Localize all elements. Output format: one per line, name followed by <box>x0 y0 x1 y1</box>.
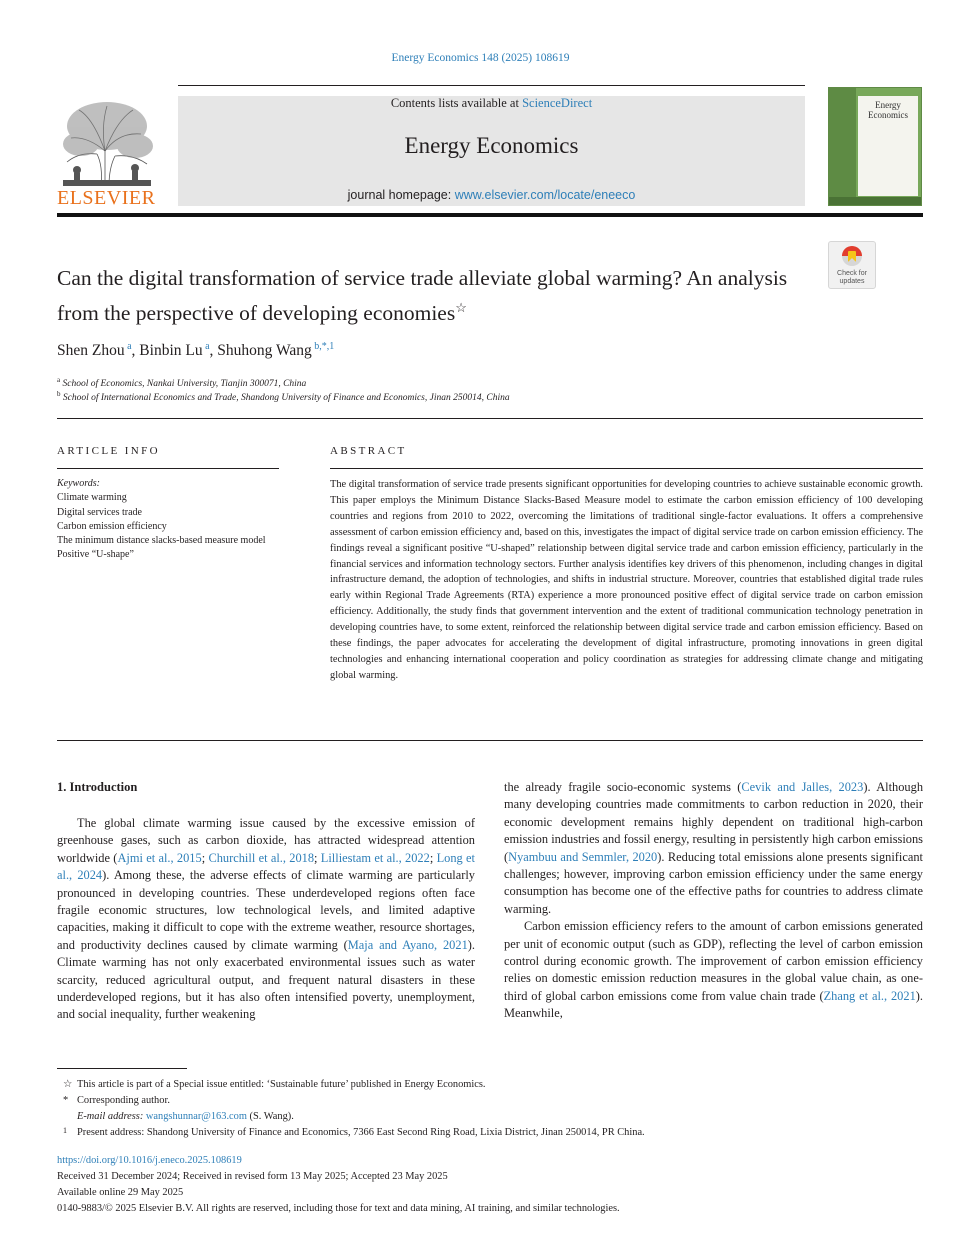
affiliation-rule <box>57 418 923 419</box>
author-name[interactable]: Binbin Lu <box>139 342 203 360</box>
abstract-text: The digital transformation of service trade presents significant opportunities for developing countries to achieve sustainable economic growth. This paper employs the Minimum Distance Slacks-Based Measure model to estimate the carbon emission efficiency of 100 developing countries and regions from 2010 to 2022, overcoming the limitations of traditional single-factor evaluations. It offers a comprehensive assessment of carbon emission efficiency and, based on this, investigates the impact of digital service trade on carbon emission efficiency. The findings reveal a significant positive “U-shaped” relationship between digital service trade and carbon emission efficiency, particularly in the financial services and information technology sectors. Further analysis identifies key drivers of this phenomenon, including changes in digital infrastructure demand, the adoption of technologies, and shifts in industrial structure. Moreover, countries that established digital trade rules early within Regional Trade Agreements (RTA) experience a more pronounced positive effect of digital service trade on carbon emission efficiency. Additionally, the study finds that government intervention and the extent of traditional communication technology penetration in developing countries have, to some extent, reinforced the relationship between digital service trade and carbon emission efficiency. Based on these findings, the paper advocates for accelerating the development of digital infrastructure, promoting innovations in green digital technologies and enhancing international cooperation and policy coordination as strategies for addressing climate change and mitigating global warming. <box>330 479 923 681</box>
footnote: ☆ This article is part of a Special issue entitled: ‘Sustainable future’ published in Energy Economics. <box>63 1079 486 1090</box>
footnote-rule <box>57 1068 187 1069</box>
footnotes <box>57 1077 923 1141</box>
text-run: Carbon emission efficiency refers to the amount of carbon emissions generated per unit of economic output (such as GDP), reflecting the level of carbon emission control during economic growth. The improvement of carbon emission efficiency relies on domestic emission reduction measures in the global value chain, as one-third of global carbon emissions come from value chain trade ( <box>504 919 923 1003</box>
cover-strip <box>829 88 856 205</box>
check-updates-icon <box>829 242 875 270</box>
abstract-bottom-rule <box>57 740 923 741</box>
available-online: Available online 29 May 2025 <box>57 1187 184 1198</box>
header-rule <box>178 85 805 86</box>
journal-citation[interactable]: Energy Economics 148 (2025) 108619 <box>391 52 570 64</box>
check-for-updates-button[interactable] <box>828 241 876 289</box>
keyword: The minimum distance slacks-based measure model <box>57 535 266 547</box>
keywords-block <box>57 477 279 563</box>
abstract-heading: ABSTRACT <box>330 445 407 457</box>
publication-info <box>57 1153 923 1217</box>
footnote: * Corresponding author. <box>63 1095 170 1106</box>
keyword: Climate warming <box>57 492 127 504</box>
cover-title: Energy Economics <box>868 100 908 120</box>
header-thick-rule <box>57 213 923 217</box>
author-list: Shen Zhou $^a$, Binbin Lu $^a$, Shuhong Wang $^{b,*,1}$ <box>57 341 335 360</box>
text-run: The global climate warming issue caused by the excessive emission of greenhouse gases, such as carbon dioxide, has attracted widespread attention worldwide ( <box>57 816 475 865</box>
article-info-heading: ARTICLE INFO <box>57 445 160 457</box>
footnote-email: E-mail address: wangshunnar@163.com (S. Wang). <box>77 1111 294 1122</box>
citation-link[interactable]: Nyambuu and Semmler, 2020 <box>508 849 658 864</box>
text-run: ). Although many developing countries made commitments to carbon reduction in 2020, their economic development remains highly dependent on traditional high-carbon emission industries and fossil energy, resulting in persistently high carbon emissions ( <box>504 780 924 864</box>
email-link[interactable]: wangshunnar@163.com <box>145 1111 247 1122</box>
keyword: Carbon emission efficiency <box>57 520 167 532</box>
email-label: E-mail address: <box>77 1111 146 1122</box>
footnote: 1 Present address: Shandong University of Finance and Economics, 7366 East Second Ring Road, Lixia District, Jinan 250014, PR China. <box>63 1126 645 1138</box>
article-title-text: Can the digital transformation of service trade alleviate global warming? An analysis from the perspective of developing economies <box>57 266 788 326</box>
body-paragraph <box>504 779 923 918</box>
body-column-right <box>504 779 923 1023</box>
body-paragraph <box>504 918 923 1022</box>
journal-name: Energy Economics <box>404 133 579 158</box>
elsevier-wordmark: ELSEVIER <box>57 187 156 209</box>
homepage-line <box>178 188 805 202</box>
body-paragraph <box>57 815 475 1024</box>
keyword: Positive “U-shape” <box>57 549 134 561</box>
text-run: the already fragile socio-economic systems ( <box>504 780 742 794</box>
contents-prefix: Contents lists available at <box>390 96 523 110</box>
title-footnote-mark[interactable]: ☆ <box>455 300 467 315</box>
homepage-link[interactable]: www.elsevier.com/locate/eneeco <box>454 188 636 202</box>
author-name[interactable]: Shen Zhou <box>57 342 125 360</box>
journal-cover-thumbnail[interactable] <box>828 87 922 206</box>
text-run: ; <box>201 850 209 865</box>
section-heading-introduction: 1. Introduction <box>57 780 138 794</box>
article-title <box>57 264 817 328</box>
doi-link[interactable]: https://doi.org/10.1016/j.eneco.2025.108619 <box>57 1155 242 1166</box>
citation-link[interactable]: Cevik and Jalles, 2023 <box>741 780 864 794</box>
text-run: ). Among these, the adverse effects of climate warming are particularly pronounced in developing countries. These underdeveloped regions often face fragile economic structures, low technological levels, and limited adaptive capacities, making it difficult to cope with the extreme weather, resource shortages, and productivity declines caused by climate warming ( <box>57 868 475 952</box>
copyright: 0140-9883/© 2025 Elsevier B.V. All rights are reserved, including those for text and data mining, AI training, and similar technologies. <box>57 1203 620 1214</box>
author-affil-mark[interactable]: a <box>127 341 132 352</box>
author-affil-mark[interactable]: b,*,1 <box>314 341 335 352</box>
citation-link[interactable]: Churchill et al., 2018 <box>208 850 315 865</box>
citation-link[interactable]: Zhang et al., 2021 <box>823 988 916 1003</box>
cover-bar <box>829 197 921 205</box>
homepage-prefix: journal homepage: <box>347 188 455 202</box>
received-dates: Received 31 December 2024; Received in revised form 13 May 2025; Accepted 23 May 2025 <box>57 1171 448 1182</box>
text-run: ). Meanwhile, <box>504 988 923 1021</box>
author-name[interactable]: Shuhong Wang <box>217 342 312 360</box>
keyword: Digital services trade <box>57 506 142 518</box>
citation-link[interactable]: Long et al., 2024 <box>57 850 475 883</box>
body-column-left <box>57 815 475 1024</box>
check-updates-label: Check for updates <box>837 270 867 285</box>
sciencedirect-link[interactable]: ScienceDirect <box>522 96 593 110</box>
affiliation: $^b$ School of International Economics and Trade, Shandong University of Finance and Economics, Jinan 250014, China <box>57 390 510 404</box>
author-affil-mark[interactable]: a <box>205 341 210 352</box>
text-run: ). Climate warming has not only exacerbated environmental issues such as water scarcity, reduced agricultural output, and frequent natural disasters in these underdeveloped regions, but it has also often intensified poverty, unemployment, and social inequality, further weakening <box>57 937 475 1022</box>
article-info-rule <box>57 468 279 469</box>
citation-link[interactable]: Lilliestam et al., 2022 <box>320 850 430 865</box>
affiliation: $^a$ School of Economics, Nankai University, Tianjin 300071, China <box>57 376 307 390</box>
text-run: ; <box>429 850 437 865</box>
contents-line <box>178 96 805 111</box>
text-run: ). Reducing total emissions alone presents significant challenges; however, improving carbon emission efficiency under the same energy consumption has become one of the effective paths for countries to address climate warming. <box>504 849 924 916</box>
keywords-label: Keywords: <box>57 478 100 489</box>
citation-link[interactable]: Maja and Ayano, 2021 <box>347 937 468 952</box>
text-run: ; <box>314 850 321 865</box>
citation-link[interactable]: Ajmi et al., 2015 <box>117 850 202 865</box>
abstract-rule <box>330 468 923 469</box>
